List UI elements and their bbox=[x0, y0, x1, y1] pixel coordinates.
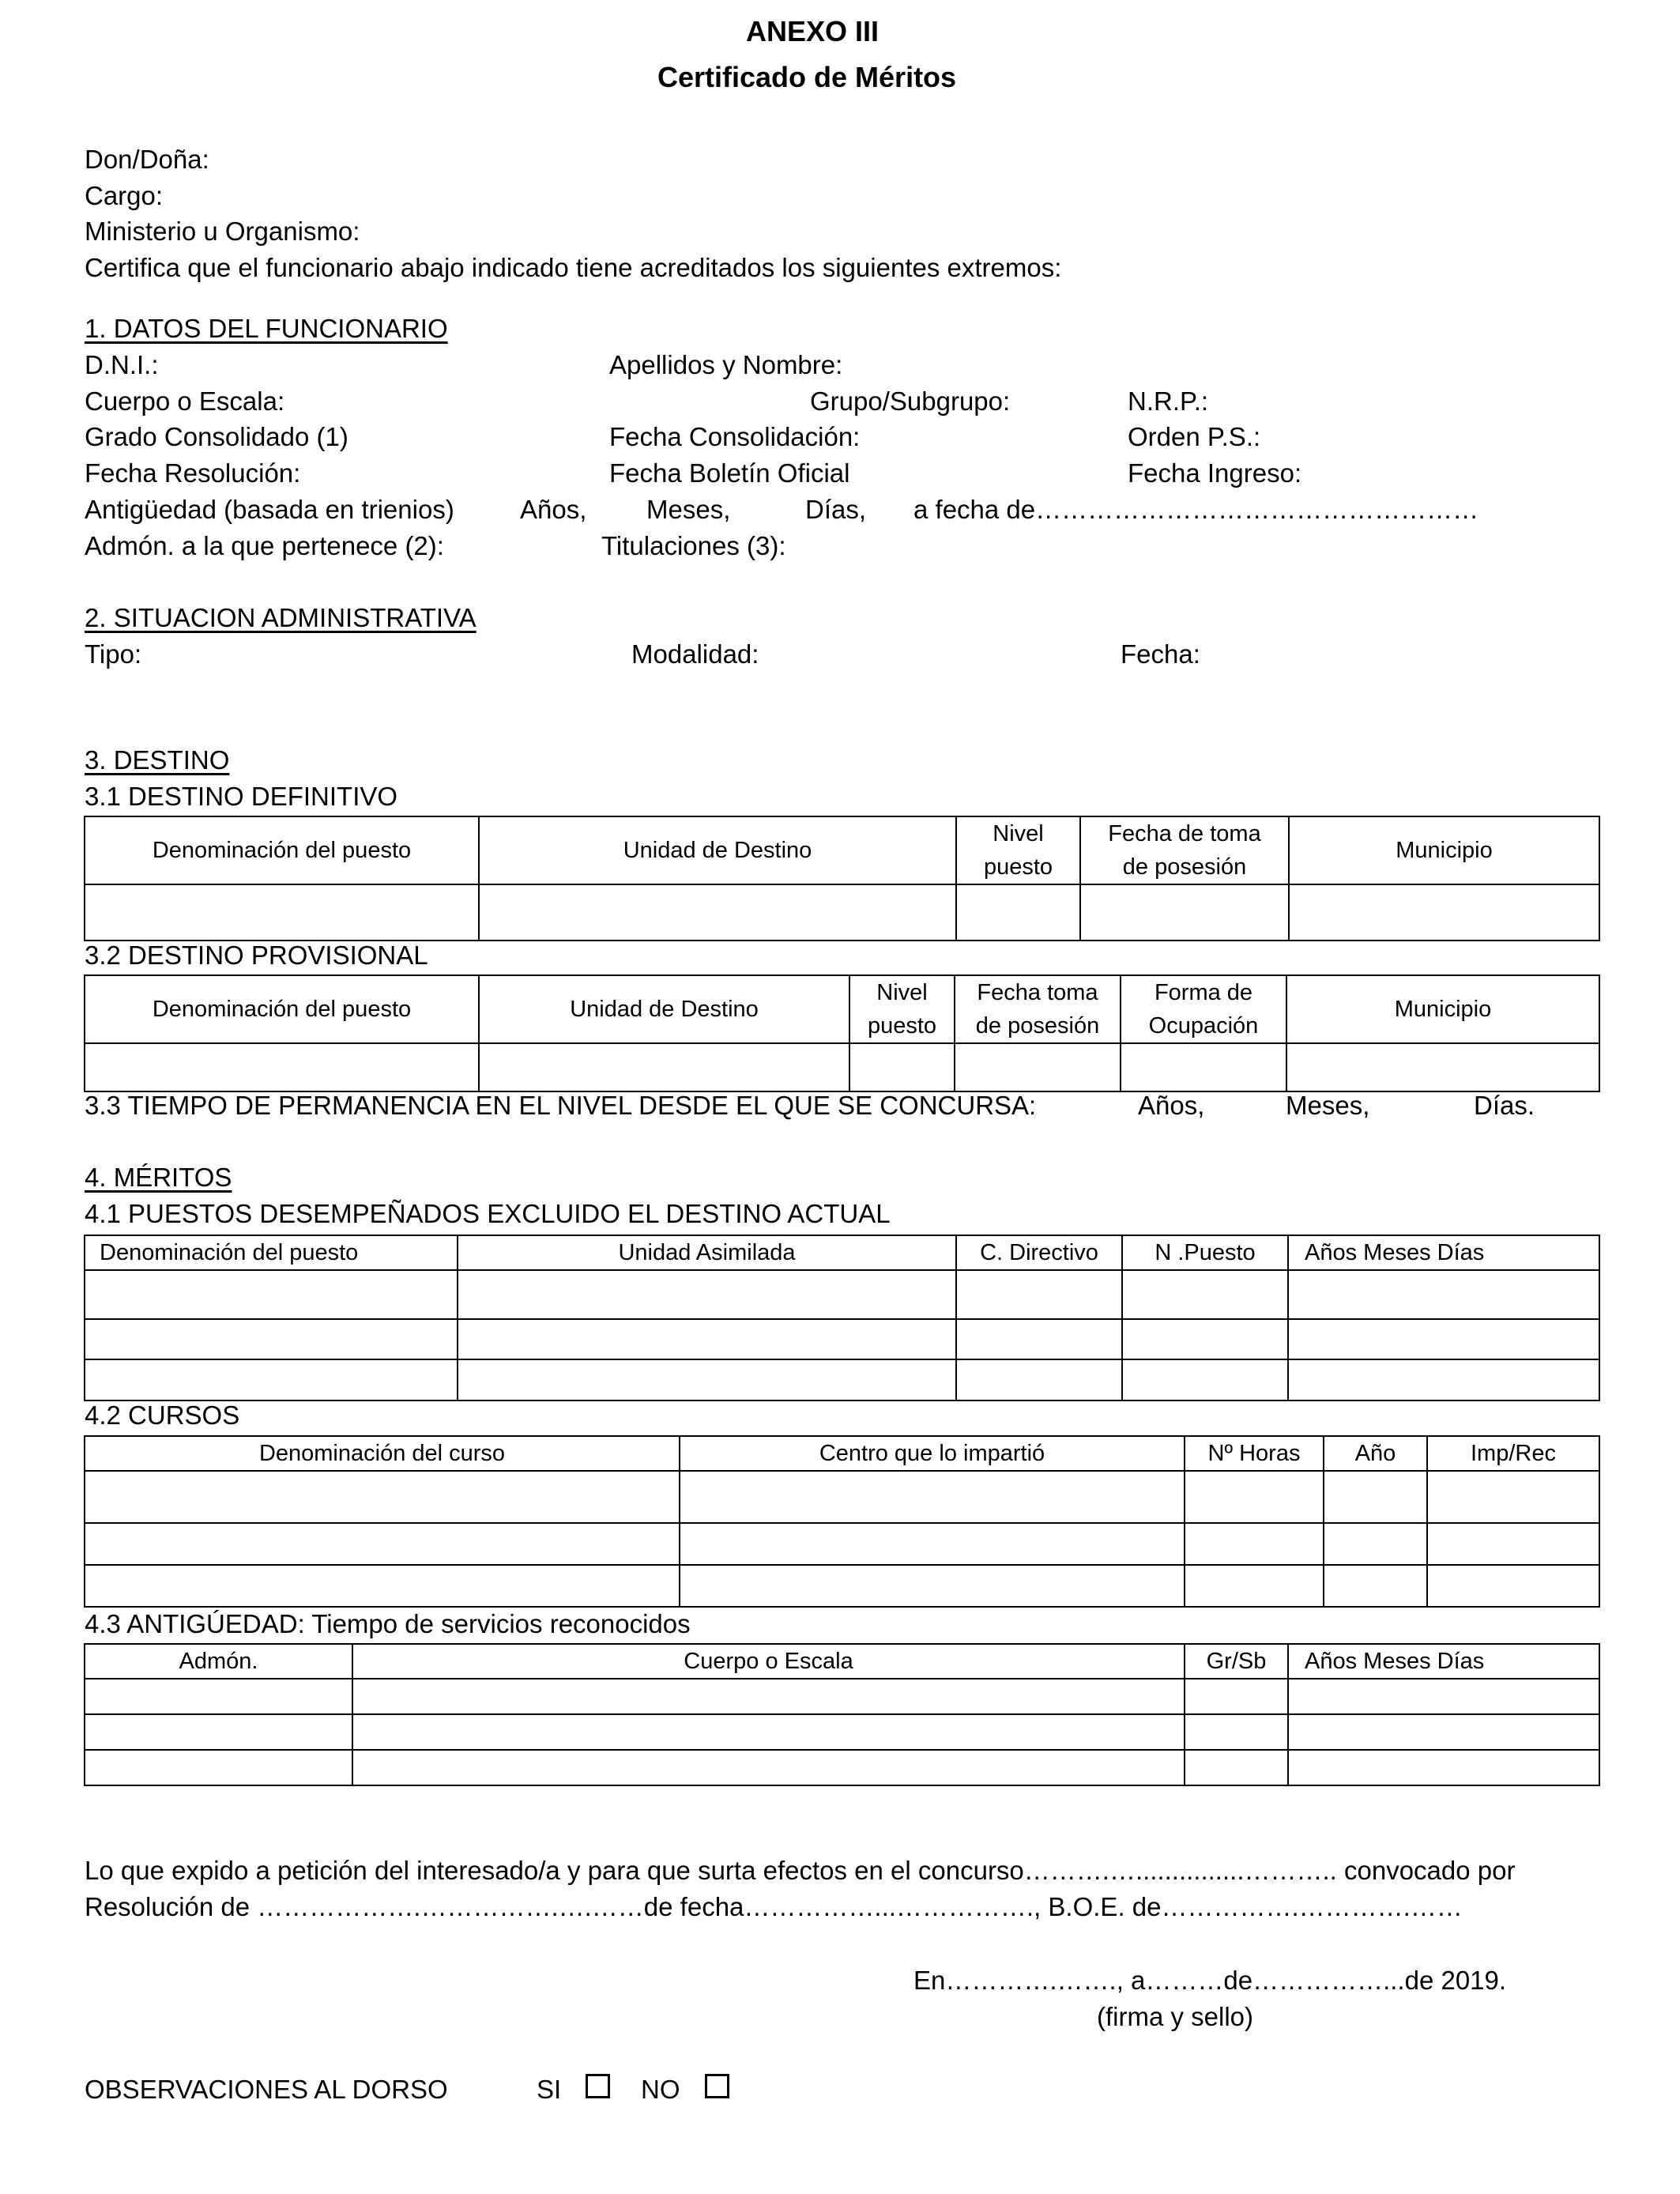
table-header: Años Meses Días bbox=[1288, 1235, 1599, 1270]
section-3-heading: 3. DESTINO bbox=[85, 745, 230, 775]
table-header: Centro que lo impartió bbox=[680, 1436, 1185, 1471]
table-header: Nº Horas bbox=[1185, 1436, 1324, 1471]
table-cell bbox=[1288, 1750, 1599, 1785]
table-cell bbox=[1121, 1043, 1286, 1091]
table-cell bbox=[352, 1714, 1185, 1750]
modalidad-label: Modalidad: bbox=[631, 639, 759, 669]
nrp-label: N.R.P.: bbox=[1128, 386, 1209, 416]
table-cell bbox=[1185, 1750, 1288, 1785]
page-title: ANEXO III bbox=[746, 15, 880, 47]
table-cell bbox=[352, 1679, 1185, 1714]
tiempo-dias: Días. bbox=[1474, 1091, 1535, 1120]
fecha-consolidacion-label: Fecha Consolidación: bbox=[609, 422, 861, 451]
table-cell bbox=[1122, 1359, 1288, 1400]
fecha-boletin-label: Fecha Boletín Oficial bbox=[609, 458, 850, 488]
tiempo-meses: Meses, bbox=[1286, 1091, 1370, 1120]
antiguedad-dias: Días, bbox=[805, 495, 867, 524]
table-header: Municipio bbox=[1286, 975, 1599, 1043]
table-cell bbox=[479, 884, 956, 941]
destino-definitivo-title: 3.1 DESTINO DEFINITIVO bbox=[85, 782, 398, 811]
table-cell bbox=[85, 1471, 680, 1523]
tiempo-anos: Años, bbox=[1138, 1091, 1205, 1120]
table-header: Fecha de toma de posesión bbox=[1080, 816, 1289, 884]
cursos-table bbox=[84, 1435, 1600, 1608]
table-cell bbox=[1080, 884, 1289, 941]
no-checkbox[interactable] bbox=[705, 2074, 729, 2098]
table-cell bbox=[1288, 1679, 1599, 1714]
table-header: Denominación del puesto bbox=[85, 816, 479, 884]
table-header: Imp/Rec bbox=[1427, 1436, 1599, 1471]
table-cell bbox=[1122, 1319, 1288, 1359]
antiguedad-title: 4.3 ANTIGÚEDAD: Tiempo de servicios reconocidos bbox=[85, 1609, 691, 1638]
cargo-label: Cargo: bbox=[85, 181, 164, 210]
table-cell bbox=[85, 1043, 479, 1091]
table-header: Años Meses Días bbox=[1288, 1644, 1599, 1679]
orden-label: Orden P.S.: bbox=[1128, 422, 1261, 451]
cuerpo-label: Cuerpo o Escala: bbox=[85, 386, 285, 416]
table-cell bbox=[1427, 1565, 1599, 1607]
table-cell bbox=[1289, 884, 1599, 941]
table-header: Año bbox=[1324, 1436, 1427, 1471]
table-cell bbox=[458, 1270, 956, 1319]
table-cell bbox=[680, 1471, 1185, 1523]
table-header: Municipio bbox=[1289, 816, 1599, 884]
table-header: Unidad Asimilada bbox=[458, 1235, 956, 1270]
table-header: Cuerpo o Escala bbox=[352, 1644, 1185, 1679]
table-header: N .Puesto bbox=[1122, 1235, 1288, 1270]
table-cell bbox=[1185, 1471, 1324, 1523]
table-cell bbox=[956, 884, 1080, 941]
table-cell bbox=[85, 1565, 680, 1607]
dni-label: D.N.I.: bbox=[85, 350, 159, 379]
page-subtitle: Certificado de Méritos bbox=[657, 61, 957, 93]
table-header: Nivel puesto bbox=[849, 975, 955, 1043]
a-fecha-de: a fecha de…………………………………………… bbox=[913, 495, 1479, 524]
table-header: Admón. bbox=[85, 1644, 352, 1679]
section-1-heading: 1. DATOS DEL FUNCIONARIO bbox=[85, 314, 448, 343]
fecha-label: Fecha: bbox=[1121, 639, 1200, 669]
table-cell bbox=[1185, 1714, 1288, 1750]
table-cell bbox=[458, 1359, 956, 1400]
si-checkbox[interactable] bbox=[586, 2074, 610, 2098]
table-cell bbox=[680, 1523, 1185, 1565]
antiguedad-anos: Años, bbox=[520, 495, 587, 524]
table-cell bbox=[1288, 1270, 1599, 1319]
table-cell bbox=[85, 1750, 352, 1785]
fecha-ingreso-label: Fecha Ingreso: bbox=[1128, 458, 1302, 488]
table-cell bbox=[680, 1565, 1185, 1607]
table-cell bbox=[956, 1359, 1122, 1400]
table-header: Denominación del curso bbox=[85, 1436, 680, 1471]
table-cell bbox=[458, 1319, 956, 1359]
table-cell bbox=[1185, 1523, 1324, 1565]
puestos-table bbox=[84, 1235, 1600, 1401]
observaciones-label: OBSERVACIONES AL DORSO bbox=[85, 2075, 448, 2104]
table-header: C. Directivo bbox=[956, 1235, 1122, 1270]
cursos-title: 4.2 CURSOS bbox=[85, 1400, 240, 1430]
table-cell bbox=[1427, 1471, 1599, 1523]
certifica-text: Certifica que el funcionario abajo indicado tiene acreditados los siguientes extremos: bbox=[85, 253, 1062, 282]
table-cell bbox=[85, 884, 479, 941]
table-cell bbox=[955, 1043, 1121, 1091]
antiguedad-table bbox=[84, 1643, 1600, 1786]
section-4-heading: 4. MÉRITOS bbox=[85, 1163, 232, 1192]
fecha-resolucion-label: Fecha Resolución: bbox=[85, 458, 301, 488]
table-cell bbox=[1324, 1565, 1427, 1607]
ministerio-label: Ministerio u Organismo: bbox=[85, 217, 360, 246]
si-label: SI bbox=[537, 2075, 562, 2104]
puestos-title: 4.1 PUESTOS DESEMPEÑADOS EXCLUIDO EL DESTINO ACTUAL bbox=[85, 1199, 891, 1228]
apellidos-label: Apellidos y Nombre: bbox=[609, 350, 843, 379]
table-cell bbox=[849, 1043, 955, 1091]
table-cell bbox=[352, 1750, 1185, 1785]
table-cell bbox=[1288, 1359, 1599, 1400]
table-cell bbox=[1324, 1523, 1427, 1565]
table-cell bbox=[1288, 1319, 1599, 1359]
table-cell bbox=[85, 1679, 352, 1714]
tiempo-permanencia: 3.3 TIEMPO DE PERMANENCIA EN EL NIVEL DESDE EL QUE SE CONCURSA: bbox=[85, 1091, 1037, 1120]
table-header: Fecha toma de posesión bbox=[955, 975, 1121, 1043]
table-cell bbox=[1185, 1679, 1288, 1714]
no-label: NO bbox=[641, 2075, 680, 2104]
antiguedad-label: Antigüedad (basada en trienios) bbox=[85, 495, 454, 524]
firma-sello: (firma y sello) bbox=[1097, 2002, 1254, 2031]
table-cell bbox=[1185, 1565, 1324, 1607]
table-cell bbox=[85, 1270, 458, 1319]
destino-provisional-title: 3.2 DESTINO PROVISIONAL bbox=[85, 941, 428, 970]
table-header: Unidad de Destino bbox=[479, 975, 849, 1043]
closing-line-1: Lo que expido a petición del interesado/a y para que surta efectos en el concurso……….…...............……….. convocado por bbox=[85, 1856, 1516, 1885]
table-header: Nivel puesto bbox=[956, 816, 1080, 884]
table-cell bbox=[479, 1043, 849, 1091]
don-dona-label: Don/Doña: bbox=[85, 145, 209, 174]
table-cell bbox=[85, 1359, 458, 1400]
table-cell bbox=[85, 1319, 458, 1359]
table-header: Denominación del puesto bbox=[85, 975, 479, 1043]
table-cell bbox=[85, 1523, 680, 1565]
tipo-label: Tipo: bbox=[85, 639, 142, 669]
table-cell bbox=[956, 1270, 1122, 1319]
table-cell bbox=[1286, 1043, 1599, 1091]
table-cell bbox=[85, 1714, 352, 1750]
titulaciones-label: Titulaciones (3): bbox=[601, 531, 786, 560]
antiguedad-meses: Meses, bbox=[646, 495, 731, 524]
destino-definitivo-table bbox=[84, 816, 1600, 941]
table-cell bbox=[1122, 1270, 1288, 1319]
table-header: Forma de Ocupación bbox=[1121, 975, 1286, 1043]
table-cell bbox=[1288, 1714, 1599, 1750]
place-date: En………….……., a………de……………...de 2019. bbox=[913, 1966, 1507, 1995]
table-cell bbox=[1427, 1523, 1599, 1565]
section-2-heading: 2. SITUACION ADMINISTRATIVA bbox=[85, 603, 477, 632]
table-header: Denominación del puesto bbox=[85, 1235, 458, 1270]
closing-line-2: Resolución de ……………….…………….….……de fecha……………...……………., B.O.E. de…………….………….…… bbox=[85, 1892, 1463, 1921]
admon-label: Admón. a la que pertenece (2): bbox=[85, 531, 444, 560]
grupo-label: Grupo/Subgrupo: bbox=[810, 386, 1011, 416]
table-cell bbox=[1324, 1471, 1427, 1523]
table-cell bbox=[956, 1319, 1122, 1359]
table-header: Unidad de Destino bbox=[479, 816, 956, 884]
destino-provisional-table bbox=[84, 974, 1600, 1092]
table-header: Gr/Sb bbox=[1185, 1644, 1288, 1679]
grado-label: Grado Consolidado (1) bbox=[85, 422, 348, 451]
